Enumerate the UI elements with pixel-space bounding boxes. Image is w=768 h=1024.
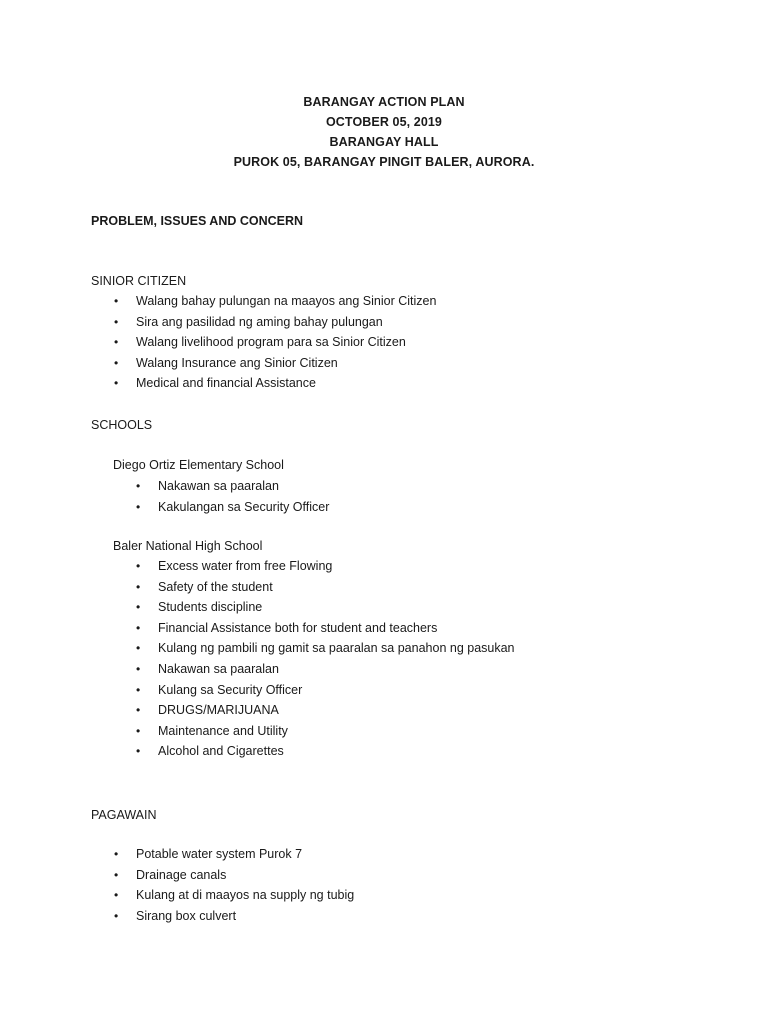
bullet-icon: •: [114, 314, 119, 329]
bullet-icon: •: [114, 847, 119, 861]
list-item-text: Financial Assistance both for student and teachers: [158, 620, 438, 635]
bullet-icon: •: [136, 579, 141, 594]
list-item: [136, 497, 329, 518]
list-item: [136, 741, 515, 762]
list-item: [136, 476, 329, 497]
bullet-icon: •: [114, 888, 119, 903]
bullet-icon: •: [114, 294, 119, 308]
pagawain-list: [114, 844, 354, 926]
list-item-text: Safety of the student: [158, 579, 273, 594]
list-item-text: DRUGS/MARIJUANA: [158, 703, 279, 718]
list-item: [114, 844, 354, 865]
bullet-icon: •: [136, 744, 141, 759]
bullet-icon: •: [136, 682, 141, 697]
list-item-text: Maintenance and Utility: [158, 723, 288, 738]
document-venue: BARANGAY HALL: [329, 135, 439, 149]
list-item-text: Medical and financial Assistance: [136, 376, 316, 391]
schools-title: SCHOOLS: [91, 418, 153, 432]
list-item: [114, 291, 436, 312]
bullet-icon: •: [136, 661, 141, 676]
list-item-text: Potable water system Purok 7: [136, 847, 303, 861]
bullet-icon: •: [114, 355, 119, 370]
bullet-icon: •: [114, 335, 119, 350]
bullet-icon: •: [114, 867, 119, 882]
list-item: [114, 906, 354, 927]
bullet-icon: •: [136, 600, 141, 615]
document-header: [0, 92, 768, 172]
document-title: BARANGAY ACTION PLAN: [303, 95, 465, 109]
list-item-text: Students discipline: [158, 600, 263, 615]
list-item: [114, 865, 354, 886]
bullet-icon: •: [136, 620, 141, 635]
bullet-icon: •: [114, 908, 119, 923]
bullet-icon: •: [136, 479, 141, 493]
list-item: [136, 618, 515, 639]
bullet-icon: •: [114, 376, 119, 391]
list-item: [136, 700, 515, 721]
list-item-text: Kulang at di maayos na supply ng tubig: [136, 888, 355, 903]
list-item: [136, 577, 515, 598]
list-item: [114, 332, 436, 353]
bullet-icon: •: [136, 559, 141, 573]
baler-school-list: [136, 556, 515, 762]
diego-school-name: Diego Ortiz Elementary School: [113, 458, 284, 472]
list-item: [114, 353, 436, 374]
list-item: [114, 312, 436, 333]
list-item: [136, 638, 515, 659]
list-item: [136, 659, 515, 680]
baler-school-name: Baler National High School: [113, 539, 263, 553]
list-item: [136, 597, 515, 618]
list-item: [136, 556, 515, 577]
list-item-text: Nakawan sa paaralan: [158, 479, 279, 493]
list-item-text: Excess water from free Flowing: [158, 559, 333, 573]
senior-citizen-list: [114, 291, 436, 394]
pagawain-title: PAGAWAIN: [91, 808, 157, 822]
list-item-text: Kulang sa Security Officer: [158, 682, 303, 697]
bullet-icon: •: [136, 703, 141, 718]
bullet-icon: •: [136, 641, 141, 656]
bullet-icon: •: [136, 499, 141, 514]
document-location: PUROK 05, BARANGAY PINGIT BALER, AURORA.: [233, 155, 535, 169]
document-date: OCTOBER 05, 2019: [325, 115, 442, 129]
list-item: [136, 680, 515, 701]
list-item-text: Sirang box culvert: [136, 908, 237, 923]
list-item-text: Drainage canals: [136, 867, 227, 882]
senior-citizen-title: SINIOR CITIZEN: [91, 274, 187, 288]
list-item-text: Kakulangan sa Security Officer: [158, 499, 330, 514]
list-item: [114, 373, 436, 394]
list-item-text: Walang Insurance ang Sinior Citizen: [136, 355, 338, 370]
list-item: [114, 885, 354, 906]
list-item-text: Sira ang pasilidad ng aming bahay pulungan: [136, 314, 383, 329]
diego-school-list: [136, 476, 329, 517]
list-item-text: Walang livelihood program para sa Sinior Citizen: [136, 335, 406, 350]
list-item-text: Nakawan sa paaralan: [158, 661, 279, 676]
bullet-icon: •: [136, 723, 141, 738]
list-item-text: Kulang ng pambili ng gamit sa paaralan sa panahon ng pasukan: [158, 641, 515, 656]
problems-heading: PROBLEM, ISSUES AND CONCERN: [91, 214, 304, 228]
list-item-text: Walang bahay pulungan na maayos ang Sinior Citizen: [136, 294, 437, 308]
list-item: [136, 721, 515, 742]
list-item-text: Alcohol and Cigarettes: [158, 744, 284, 759]
